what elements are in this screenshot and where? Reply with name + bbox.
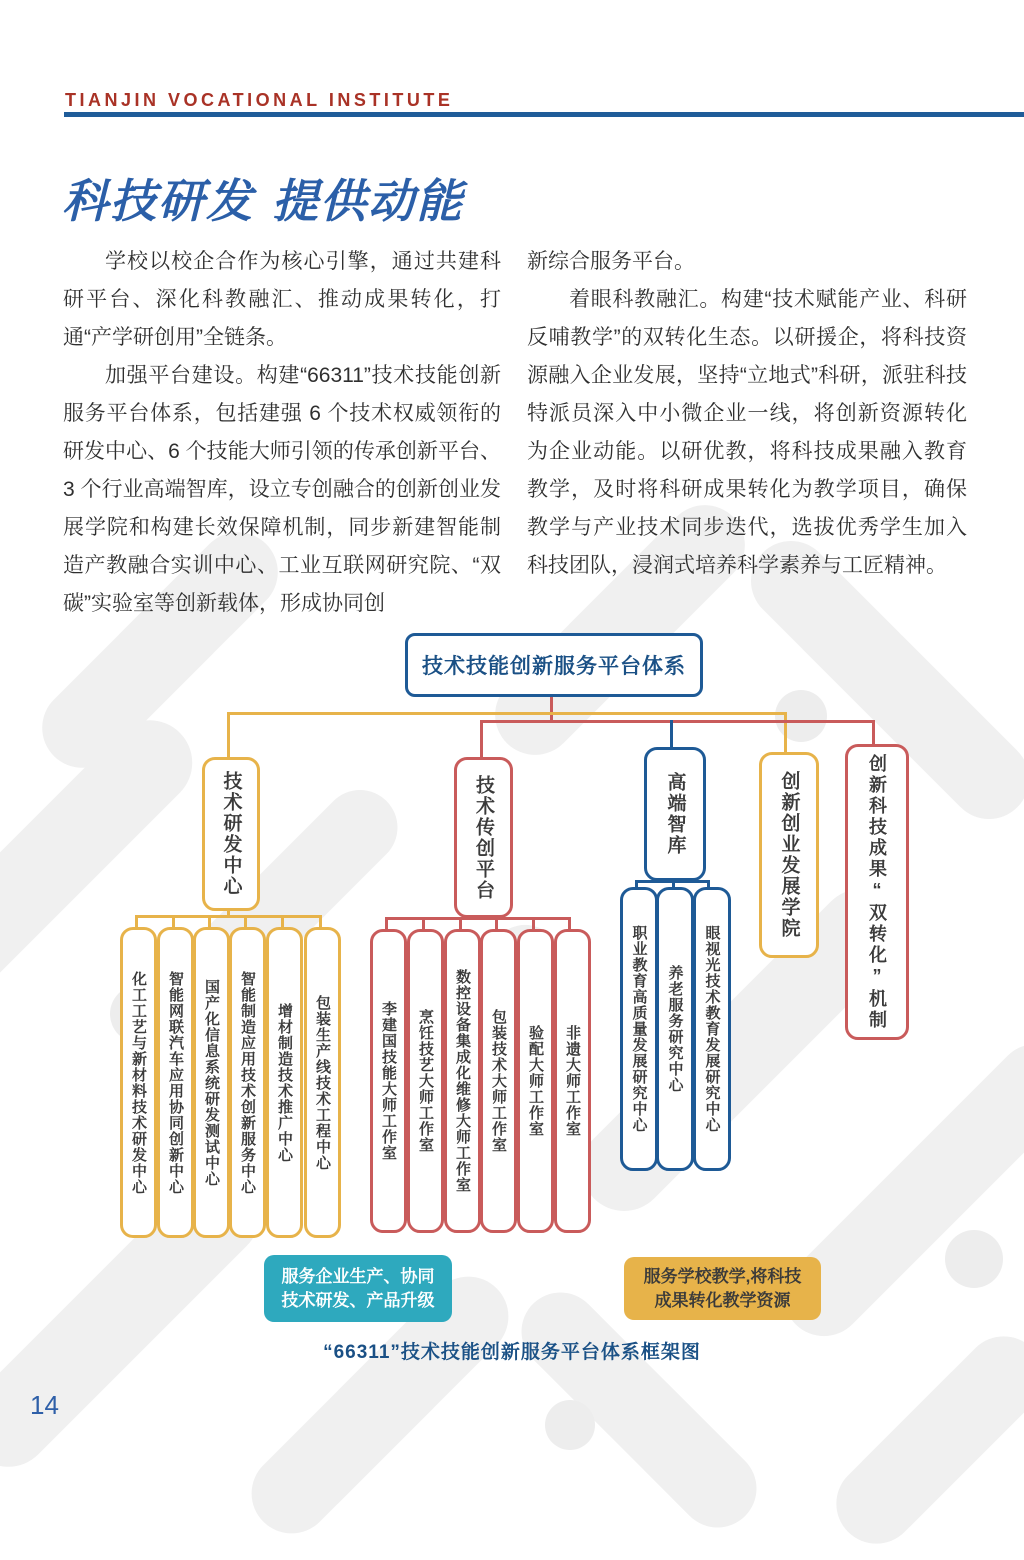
bg-dot [545,1400,595,1450]
diagram-root-node [405,633,703,697]
leaf-node [554,929,591,1233]
connector [480,720,875,723]
diagram-caption: “66311”技术技能创新服务平台体系框架图 [323,1342,701,1363]
connector [480,720,483,757]
bg-dot [945,1230,1003,1288]
leaf-label: 非遗大师工作室 [564,1025,581,1137]
paragraph: 学校以校企合作为核心引擎，通过共建科研平台、深化科教融汇、推动成果转化，打通“产学研创用”全链条。 [63,250,501,349]
branch-label: 创新创业发展学院 [778,771,800,939]
leaf-label: 智能制造应用技术创新服务中心 [239,970,256,1195]
leaf-label: 化工工艺与新材料技术研发中心 [130,970,147,1195]
article-right-column [527,243,967,585]
leaf-label: 职业教育高质量发展研究中心 [630,925,648,1133]
branch-node-tech-rd-center [202,757,260,911]
leaf-node [517,929,554,1233]
branch-label: 技术传创平台 [473,774,494,901]
paragraph: 加强平台建设。构建“66311”技术技能创新服务平台体系，包括建强 6 个技术权威领衔的研发中心、6 个技能大师引领的传承创新平台、3 个行业高端智库，设立专创融合的创新创业发展学院和构建长效保障机制，同步新建智能制造产教融合实训中心、工业互联网研究院、“双碳”实验室等创新载体，形成协同创 [63,364,501,615]
leaf-label: 智能网联汽车应用协同创新中心 [167,970,184,1195]
leaf-node [370,929,407,1233]
page-title: 科技研发 提供动能 [62,174,465,228]
branch-node-tech-heritage-platform [454,757,513,918]
paragraph: 着眼科教融汇。构建“技术赋能产业、科研反哺教学”的双转化生态。以研援企，将科技资源融入企业发展，坚持“立地式”科研，派驻科技特派员深入中小微企业一线，将创新资源转化为企业动能。以研优教，将科技成果融入教育教学，及时将科研成果转化为教学项目，确保教学与产业技术同步迭代，选拔优秀学生加入科技团队，浸润式培养科学素养与工匠精神。 [527,288,967,577]
leaf-label: 包装技术大师工作室 [490,1009,507,1153]
enterprise-service-text: 服务企业生产、协同技术研发、产品升级 [281,1266,435,1310]
leaf-node [444,929,481,1233]
leaf-label: 包装生产线技术工程中心 [314,994,331,1171]
bg-dot [775,690,827,742]
leaf-node [480,929,517,1233]
connector [784,712,787,754]
leaf-label: 增材制造技术推广中心 [276,1002,293,1163]
school-service-label [624,1257,821,1320]
leaf-node [193,927,230,1238]
leaf-node [656,887,694,1171]
leaf-node [229,927,266,1238]
paragraph: 新综合服务平台。 [527,250,695,273]
leaf-label: 国产化信息系统研发测试中心 [203,978,220,1187]
branch-label: 高端智库 [664,772,686,856]
leaf-label: 眼视光技术教育发展研究中心 [703,925,721,1133]
connector [135,915,322,918]
leaf-node [693,887,731,1171]
branch-node-dual-transformation [845,744,909,1040]
diagram-root-label: 技术技能创新服务平台体系 [422,655,686,678]
page-number: 14 [30,1390,59,1420]
leaf-label: 李建国技能大师工作室 [380,1001,397,1161]
connector [872,720,875,746]
leaf-node [407,929,444,1233]
leaf-label: 验配大师工作室 [527,1025,544,1137]
leaf-label: 数控设备集成化维修大师工作室 [454,969,471,1193]
leaf-node [266,927,303,1238]
connector [227,712,786,715]
branch-label: 技术研发中心 [220,771,242,897]
header-rule [64,112,1024,117]
branch-node-think-tank [644,747,706,881]
institute-name: TIANJIN VOCATIONAL INSTITUTE [65,90,454,110]
article-left-column [63,243,501,623]
enterprise-service-label [264,1255,452,1322]
leaf-label: 烹饪技艺大师工作室 [417,1009,434,1153]
connector [227,712,230,757]
connector [670,720,673,749]
branch-node-innovation-college [759,752,819,958]
leaf-label: 养老服务研究中心 [666,965,684,1093]
leaf-node [120,927,157,1238]
school-service-text: 服务学校教学,将科技成果转化教学资源 [643,1266,802,1310]
leaf-node [304,927,341,1238]
branch-label: 创新科技成果“双转化”机制 [867,753,887,1031]
leaf-node [157,927,194,1238]
leaf-node [620,887,658,1171]
